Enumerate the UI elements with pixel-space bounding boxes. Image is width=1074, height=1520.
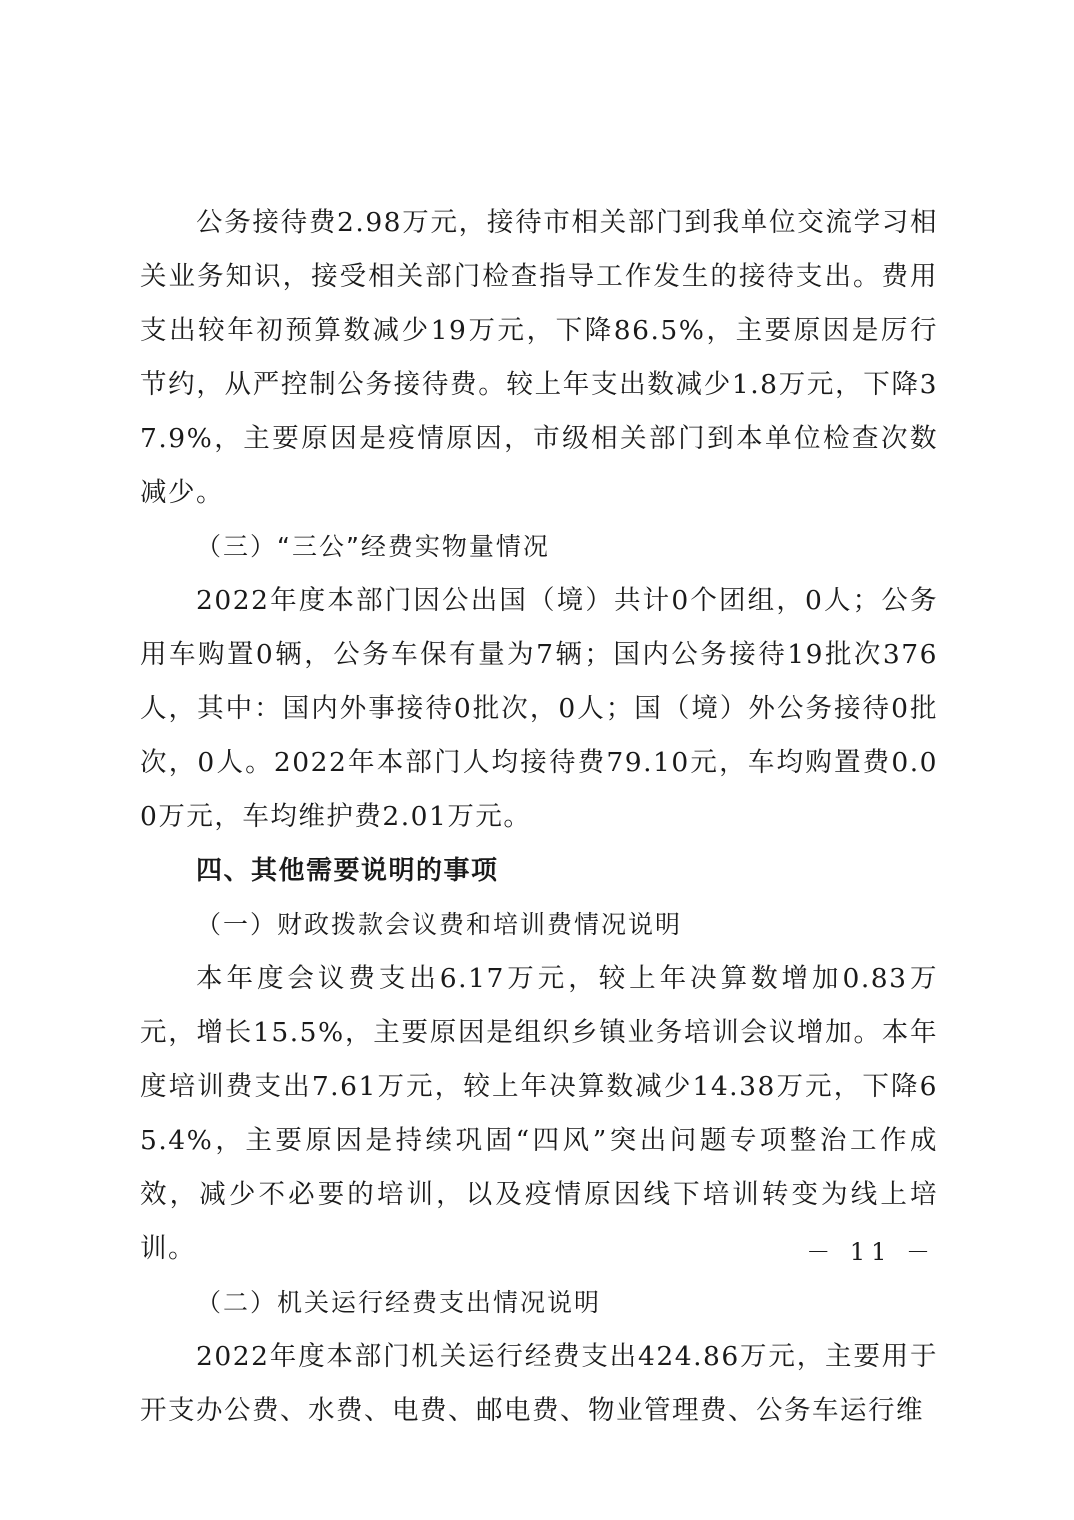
page-number: － 11 － [806, 1238, 936, 1266]
subheading-meeting-training-fees: （一）财政拨款会议费和培训费情况说明 [196, 910, 683, 939]
subheading-three-public-quantities: （三）“三公”经费实物量情况 [196, 532, 550, 561]
paragraph-three-public-quantities: 2022年度本部门因公出国（境）共计0个团组，0人；公务用车购置0辆，公务车保有量为7辆；国内公务接待19批次376人，其中：国内外事接待0批次，0人；国（境）外公务接待0批次，0人。2022年本部门人均接待费79.10元，车均购置费0.00万元，车均维护费2.01万元。 [140, 585, 938, 832]
subheading-operating-expenses: （二）机关运行经费支出情况说明 [196, 1288, 602, 1317]
paragraph-operating-expenses: 2022年度本部门机关运行经费支出424.86万元，主要用于开支办公费、水费、电费、邮电费、物业管理费、公务车运行维 [140, 1341, 938, 1426]
paragraph-meeting-training-fees: 本年度会议费支出6.17万元，较上年决算数增加0.83万元，增长15.5%，主要原因是组织乡镇业务培训会议增加。本年度培训费支出7.61万元，较上年决算数减少14.38万元，下降65.4%，主要原因是持续巩固“四风”突出问题专项整治工作成效，减少不必要的培训，以及疫情原因线下培训转变为线上培训。 [140, 963, 938, 1264]
paragraph-reception-expenses: 公务接待费2.98万元，接待市相关部门到我单位交流学习相关业务知识，接受相关部门检查指导工作发生的接待支出。费用支出较年初预算数减少19万元，下降86.5%，主要原因是厉行节约，从严控制公务接待费。较上年支出数减少1.8万元，下降37.9%，主要原因是疫情原因，市级相关部门到本单位检查次数减少。 [140, 207, 938, 508]
section-heading-other-matters: 四、其他需要说明的事项 [196, 856, 499, 886]
